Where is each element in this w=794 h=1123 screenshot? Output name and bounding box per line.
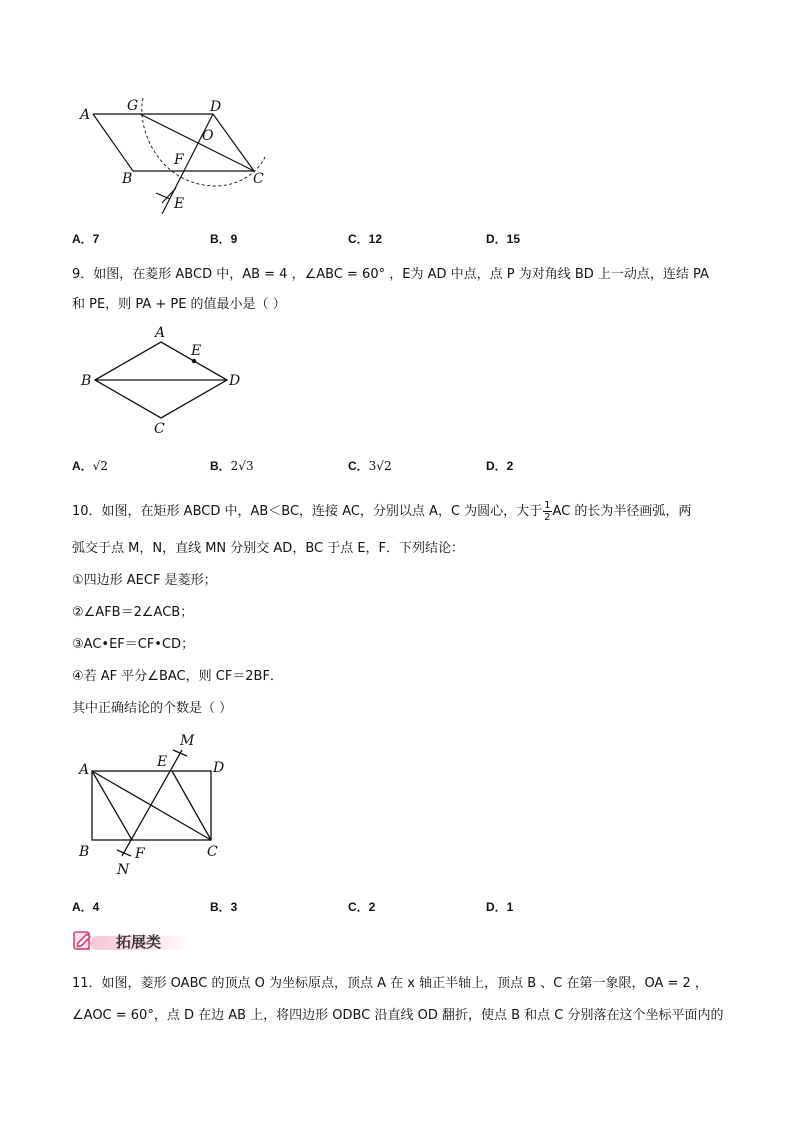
- q10-fraction: $\frac{1}{2}$: [544, 500, 551, 523]
- q9-label-c: C: [154, 421, 165, 437]
- q10-question: 其中正确结论的个数是（ ）: [72, 701, 233, 716]
- q10-statement-4: ④若 AF 平分∠BAC，则 CF＝2BF．: [72, 669, 283, 684]
- q10-option-a[interactable]: A．4: [72, 900, 100, 914]
- q10-label-a: A: [79, 762, 90, 778]
- q9-option-c[interactable]: C．3√2: [348, 459, 392, 473]
- q10-statement-1: ①四边形 AECF 是菱形；: [72, 573, 217, 588]
- q8-label-a: A: [80, 107, 91, 123]
- q8-option-a[interactable]: A．7: [72, 232, 100, 246]
- q10-stem-line1: 10．如图，在矩形 ABCD 中，AB＜BC，连接 AC，分别以点 A，C 为圆心，大于 $\frac{1}{2}$ AC 的长为半径画弧，两: [72, 500, 692, 523]
- q10-figure: [74, 728, 234, 878]
- q8-label-c: C: [253, 171, 264, 187]
- q8-label-f: F: [174, 152, 184, 168]
- q9-stem-line1: 9．如图，在菱形 ABCD 中，AB = 4 ，∠ABC = 60° ，E为 AD 中点，点 P 为对角线 BD 上一动点，连结 PA: [72, 267, 709, 282]
- q9-label-e: E: [191, 343, 202, 359]
- q10-option-c[interactable]: C．2: [348, 900, 376, 914]
- q10-statement-3: ③AC•EF＝CF•CD；: [72, 637, 195, 652]
- q8-label-o: O: [202, 128, 214, 144]
- q8-option-b[interactable]: B．9: [210, 232, 238, 246]
- q8-label-b: B: [122, 171, 133, 187]
- q10-label-e: E: [157, 754, 168, 770]
- q9-label-b: B: [81, 373, 92, 389]
- q10-stem-line2: 弧交于点 M，N，直线 MN 分别交 AD，BC 于点 E，F．下列结论：: [72, 541, 465, 556]
- q9-label-d: D: [229, 373, 241, 389]
- q9-label-a: A: [155, 325, 166, 341]
- q10-label-f: F: [135, 846, 145, 862]
- q9-option-d[interactable]: D．2: [486, 459, 514, 473]
- q9-option-a[interactable]: A．√2: [72, 459, 108, 473]
- q9-stem-line2: 和 PE，则 PA + PE 的值最小是（ ）: [72, 297, 286, 312]
- q11-stem-line2: ∠AOC = 60°，点 D 在边 AB 上，将四边形 ODBC 沿直线 OD 翻折，使点 B 和点 C 分别落在这个坐标平面内的: [72, 1008, 724, 1023]
- q10-option-d[interactable]: D．1: [486, 900, 514, 914]
- pen-edit-icon: [72, 929, 94, 951]
- q8-label-g: G: [127, 98, 139, 114]
- q8-option-d[interactable]: D．15: [486, 232, 521, 246]
- q8-option-c[interactable]: C．12: [348, 232, 383, 246]
- q10-option-b[interactable]: B．3: [210, 900, 238, 914]
- q10-label-d: D: [213, 760, 225, 776]
- q8-label-d: D: [210, 99, 222, 115]
- q10-label-m: M: [180, 733, 195, 749]
- q10-label-c: C: [207, 844, 218, 860]
- q10-label-n: N: [117, 862, 130, 878]
- q10-statement-2: ②∠AFB＝2∠ACB；: [72, 605, 194, 620]
- section-badge: [72, 927, 192, 953]
- q9-figure: [78, 320, 248, 440]
- q9-option-b[interactable]: B．2√3: [210, 459, 254, 473]
- q8-figure: [70, 92, 280, 222]
- q10-label-b: B: [79, 844, 90, 860]
- q11-stem-line1: 11．如图，菱形 OABC 的顶点 O 为坐标原点，顶点 A 在 x 轴正半轴上，顶点 B 、C 在第一象限，OA = 2 ，: [72, 976, 708, 991]
- q8-label-e: E: [174, 196, 185, 212]
- section-title: 拓展类: [116, 933, 162, 951]
